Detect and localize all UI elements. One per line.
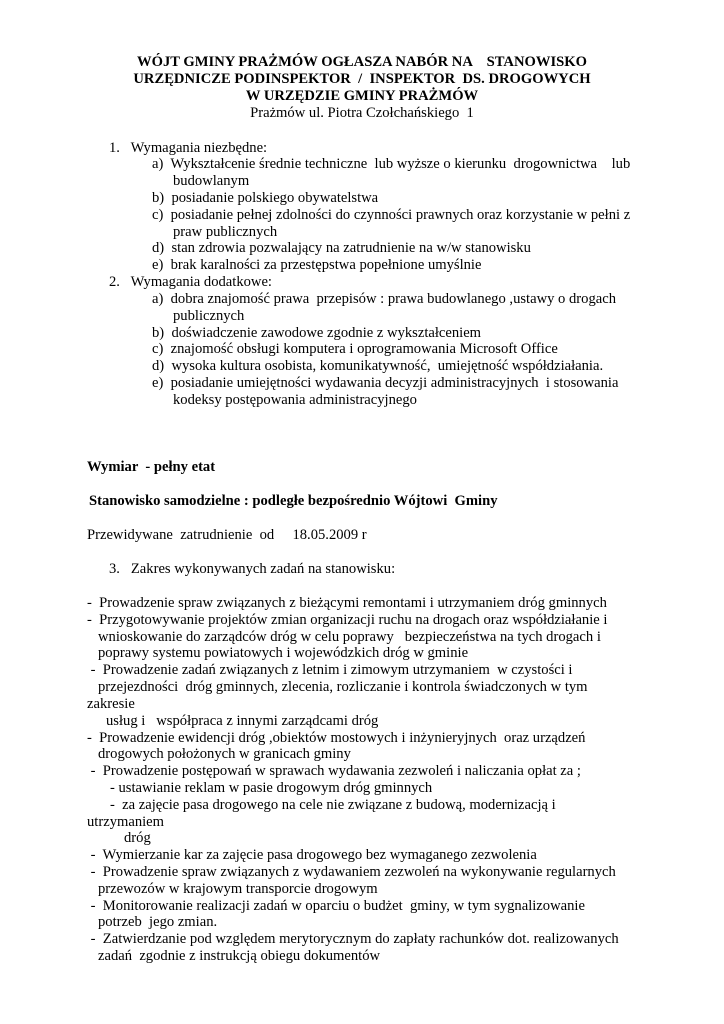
task-2-line-1: - Przygotowywanie projektów zmian organizacji ruchu na drogach oraz współdziałanie i [87,612,608,628]
planned-employment: Przewidywane zatrudnienie od 18.05.2009 r [87,527,367,543]
task-9-line-2: zadań zgodnie z instrukcją obiegu dokumentów [98,948,381,964]
title-line-1: WÓJT GMINY PRAŻMÓW OGŁASZA NABÓR NA STANOWISKO [137,54,587,70]
add-e-line-1: e) posiadanie umiejętności wydawania decyzji administracyjnych i stosowania [152,375,619,391]
address-line: Prażmów ul. Piotra Czołchańskiego 1 [250,105,474,121]
position-type: Stanowisko samodzielne : podległe bezpośrednio Wójtowi Gminy [89,493,498,509]
add-d: d) wysoka kultura osobista, komunikatywność, umiejętność współdziałania. [152,358,604,374]
add-b: b) doświadczenie zawodowe zgodnie z wykształceniem [152,325,482,341]
task-2-line-3: poprawy systemu powiatowych i wojewódzkich dróg w gminie [98,645,469,661]
req-e: e) brak karalności za przestępstwa popełnione umyślnie [152,257,482,273]
req-a-line-1: a) Wykształcenie średnie techniczne lub wyższe o kierunku drogownictwa lub [152,156,631,172]
task-5-line-1: - Prowadzenie postępowań w sprawach wydawania zezwoleń i naliczania opłat za ; [87,763,581,779]
title-line-2: URZĘDNICZE PODINSPEKTOR / INSPEKTOR DS. DROGOWYCH [133,71,591,87]
title-line-3: W URZĘDZIE GMINY PRAŻMÓW [245,88,479,104]
task-2-line-2: wnioskowanie do zarządców dróg w celu poprawy bezpieczeństwa na tych drogach i [98,629,601,645]
add-c: c) znajomość obsługi komputera i oprogramowania Microsoft Office [152,341,558,357]
task-5-line-4: utrzymaniem [87,814,164,830]
task-5-line-3: - za zajęcie pasa drogowego na cele nie związane z budową, modernizacją i [110,797,556,813]
task-7-line-1: - Prowadzenie spraw związanych z wydawaniem zezwoleń na wykonywanie regularnych [87,864,616,880]
task-4-line-1: - Prowadzenie ewidencji dróg ,obiektów mostowych i inżynieryjnych oraz urządzeń [87,730,586,746]
task-6: - Wymierzanie kar za zajęcie pasa drogowego bez wymaganego zezwolenia [87,847,537,863]
task-8-line-2: potrzeb jego zmian. [98,914,218,930]
req-c-line-1: c) posiadanie pełnej zdolności do czynności prawnych oraz korzystanie w pełni z [152,207,631,223]
task-5-line-2: - ustawianie reklam w pasie drogowym dróg gminnych [110,780,433,796]
req-c-line-2: praw publicznych [173,224,278,240]
section-2-heading: 2. Wymagania dodatkowe: [109,274,272,290]
task-3-line-1: - Prowadzenie zadań związanych z letnim i zimowym utrzymaniem w czystości i [87,662,573,678]
task-5-line-5: dróg [124,830,151,846]
add-e-line-2: kodeksy postępowania administracyjnego [173,392,417,408]
task-8-line-1: - Monitorowanie realizacji zadań w oparciu o budżet gminy, w tym sygnalizowanie [87,898,585,914]
task-4-line-2: drogowych położonych w granicach gminy [98,746,351,762]
task-7-line-2: przewozów w krajowym transporcie drogowym [98,881,378,897]
task-1: - Prowadzenie spraw związanych z bieżącymi remontami i utrzymaniem dróg gminnych [87,595,607,611]
task-3-line-4: usług i współpraca z innymi zarządcami dróg [106,713,379,729]
req-a-line-2: budowlanym [173,173,250,189]
add-a-line-2: publicznych [173,308,245,324]
req-d: d) stan zdrowia pozwalający na zatrudnienie na w/w stanowisku [152,240,531,256]
task-3-line-3: zakresie [87,696,135,712]
section-1-heading: 1. Wymagania niezbędne: [109,140,268,156]
section-3-heading: 3. Zakres wykonywanych zadań na stanowisku: [109,561,396,577]
task-9-line-1: - Zatwierdzanie pod względem merytorycznym do zapłaty rachunków dot. realizowanych [87,931,619,947]
work-time: Wymiar - pełny etat [87,459,216,475]
add-a-line-1: a) dobra znajomość prawa przepisów : prawa budowlanego ,ustawy o drogach [152,291,617,307]
task-3-line-2: przejezdności dróg gminnych, zlecenia, rozliczanie i kontrola świadczonych w tym [98,679,588,695]
req-b: b) posiadanie polskiego obywatelstwa [152,190,379,206]
